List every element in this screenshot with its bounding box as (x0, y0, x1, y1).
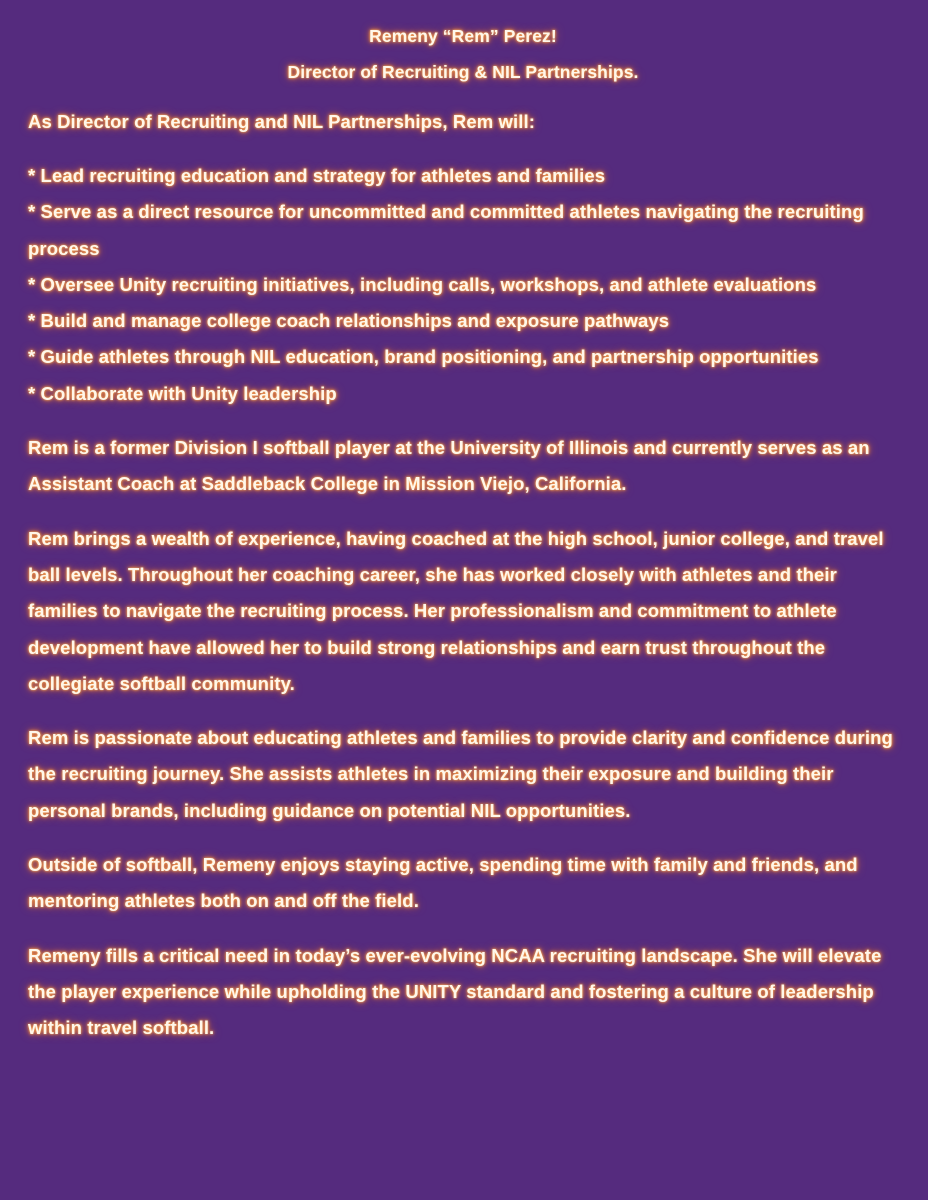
person-name: Remeny “Rem” Perez! (369, 26, 557, 46)
responsibility-item: * Serve as a direct resource for uncommitted and committed athletes navigating the recruiting process (28, 201, 864, 259)
responsibilities-list (28, 158, 898, 412)
intro-line: As Director of Recruiting and NIL Partnerships, Rem will: (28, 111, 536, 132)
passion-paragraph: Rem is passionate about educating athletes and families to provide clarity and confidence during the recruiting journey. She assists athletes in maximizing their exposure and building their personal brands, including guidance on potential NIL opportunities. (28, 727, 893, 821)
responsibility-item: * Build and manage college coach relationships and exposure pathways (28, 310, 670, 332)
personal-paragraph: Outside of softball, Remeny enjoys staying active, spending time with family and friends, and mentoring athletes both on and off the field. (28, 854, 858, 912)
responsibility-item: * Oversee Unity recruiting initiatives, including calls, workshops, and athlete evaluations (28, 273, 817, 295)
responsibility-item: * Guide athletes through NIL education, brand positioning, and partnership opportunities (28, 346, 819, 368)
responsibility-item: * Collaborate with Unity leadership (28, 382, 337, 404)
responsibility-item: * Lead recruiting education and strategy for athletes and families (28, 165, 606, 186)
experience-paragraph: Rem brings a wealth of experience, having coached at the high school, junior college, and travel ball levels. Throughout her coaching career, she has worked closely with athletes and their families to navigate the recruiting process. Her professionalism and commitment to athlete development have allowed her to build strong relationships and earn trust throughout the collegiate softball community. (28, 527, 884, 694)
person-title: Director of Recruiting & NIL Partnerships. (287, 62, 639, 82)
closing-paragraph: Remeny fills a critical need in today’s ever-evolving NCAA recruiting landscape. She will elevate the player experience while upholding the UNITY standard and fostering a culture of leadership within travel softball. (28, 944, 882, 1039)
bio-paragraph: Rem is a former Division I softball player at the University of Illinois and currently serves as an Assistant Coach at Saddleback College in Mission Viejo, California. (28, 437, 870, 495)
